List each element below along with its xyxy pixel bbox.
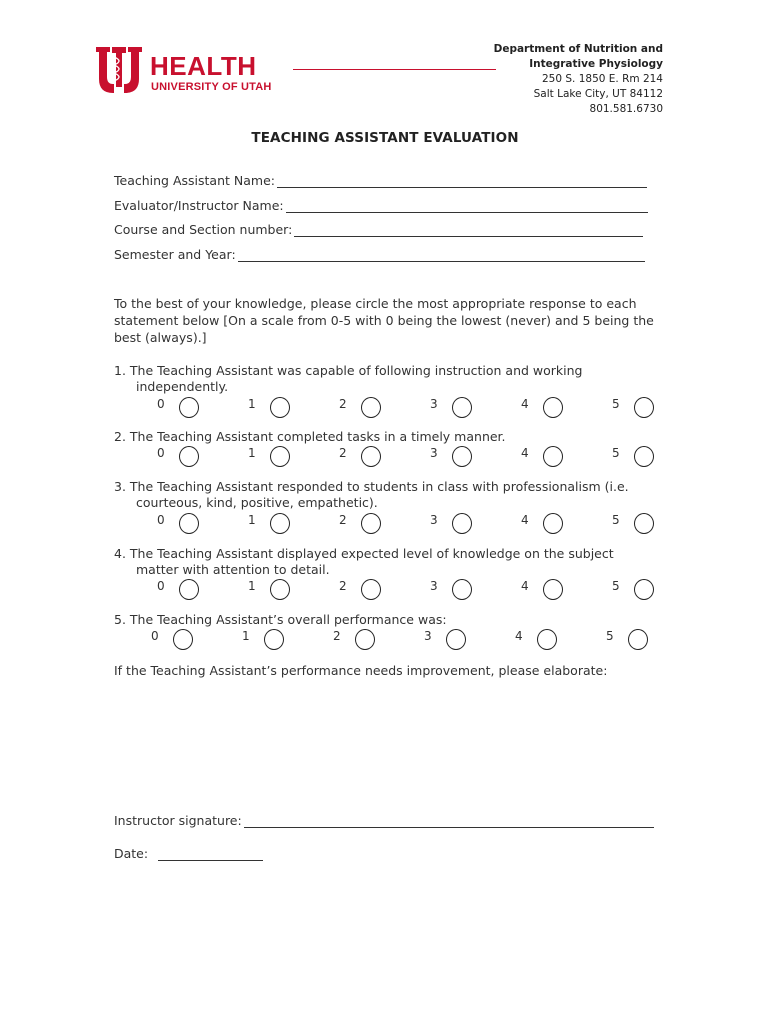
q4-rating-circle-1[interactable]: [270, 579, 290, 600]
ta-name-field[interactable]: [114, 173, 647, 188]
q3-scale-label-3: 3: [430, 513, 438, 527]
q3-scale-label-2: 2: [339, 513, 347, 527]
q2-scale-label-4: 4: [521, 446, 529, 460]
q3-rating-circle-5[interactable]: [634, 513, 654, 534]
logo-health-text: HEALTH: [150, 51, 257, 81]
date-field[interactable]: [114, 846, 263, 861]
semester-year-line[interactable]: [238, 249, 645, 262]
q4-scale-label-4: 4: [521, 579, 529, 593]
q3-scale-label-1: 1: [248, 513, 256, 527]
q1-rating-circle-1[interactable]: [270, 397, 290, 418]
q5-rating-circle-5[interactable]: [628, 629, 648, 650]
question-3-line2: courteous, kind, positive, empathetic).: [136, 495, 378, 510]
semester-year-field[interactable]: [114, 247, 645, 262]
q2-rating-circle-4[interactable]: [543, 446, 563, 467]
q5-rating-circle-2[interactable]: [355, 629, 375, 650]
block-u-icon: [96, 47, 142, 93]
evaluator-name-line[interactable]: [286, 200, 648, 213]
q5-scale-label-1: 1: [242, 629, 250, 643]
semester-year-label: Semester and Year:: [114, 247, 236, 262]
q5-rating-circle-0[interactable]: [173, 629, 193, 650]
q5-rating-circle-1[interactable]: [264, 629, 284, 650]
phone-number: 801.581.6730: [589, 103, 663, 115]
date-label: Date:: [114, 846, 149, 861]
question-1-line1: 1. The Teaching Assistant was capable of following instruction and working: [114, 363, 583, 378]
q4-rating-circle-3[interactable]: [452, 579, 472, 600]
course-section-line[interactable]: [294, 224, 643, 237]
q5-rating-circle-3[interactable]: [446, 629, 466, 650]
q5-rating-circle-4[interactable]: [537, 629, 557, 650]
question-4-line1: 4. The Teaching Assistant displayed expected level of knowledge on the subject: [114, 546, 614, 561]
q3-scale-label-0: 0: [157, 513, 165, 527]
q4-rating-circle-2[interactable]: [361, 579, 381, 600]
q4-scale-label-3: 3: [430, 579, 438, 593]
q4-rating-circle-4[interactable]: [543, 579, 563, 600]
q3-rating-circle-1[interactable]: [270, 513, 290, 534]
q4-scale-label-0: 0: [157, 579, 165, 593]
q3-rating-circle-4[interactable]: [543, 513, 563, 534]
q5-scale-label-3: 3: [424, 629, 432, 643]
question-4: [114, 546, 654, 578]
q3-rating-circle-0[interactable]: [179, 513, 199, 534]
evaluator-name-label: Evaluator/Instructor Name:: [114, 198, 284, 213]
department-address-block: [494, 42, 663, 117]
q1-scale-label-5: 5: [612, 397, 620, 411]
elaborate-prompt: If the Teaching Assistant’s performance needs improvement, please elaborate:: [114, 663, 608, 678]
q5-scale-label-4: 4: [515, 629, 523, 643]
q1-scale-label-3: 3: [430, 397, 438, 411]
q3-scale-label-4: 4: [521, 513, 529, 527]
q4-scale-label-1: 1: [248, 579, 256, 593]
q3-rating-circle-3[interactable]: [452, 513, 472, 534]
q5-scale-label-2: 2: [333, 629, 341, 643]
instructions-paragraph: To the best of your knowledge, please circle the most appropriate response to each statement below [On a scale from 0-5 with 0 being the lowest (never) and 5 being the best (always).]: [114, 296, 654, 345]
question-1: [114, 363, 654, 395]
q2-scale-label-2: 2: [339, 446, 347, 460]
instructor-signature-line[interactable]: [244, 815, 654, 828]
date-line[interactable]: [158, 848, 263, 861]
q4-rating-circle-5[interactable]: [634, 579, 654, 600]
page-title: TEACHING ASSISTANT EVALUATION: [251, 130, 519, 146]
q2-rating-circle-2[interactable]: [361, 446, 381, 467]
q1-rating-circle-4[interactable]: [543, 397, 563, 418]
header-divider: [293, 69, 496, 70]
question-2-line1: 2. The Teaching Assistant completed tasks in a timely manner.: [114, 429, 506, 444]
q4-scale-label-5: 5: [612, 579, 620, 593]
q5-scale-label-5: 5: [606, 629, 614, 643]
evaluator-name-field[interactable]: [114, 198, 648, 213]
q2-rating-circle-0[interactable]: [179, 446, 199, 467]
q1-scale-label-4: 4: [521, 397, 529, 411]
q1-rating-circle-3[interactable]: [452, 397, 472, 418]
ta-name-label: Teaching Assistant Name:: [114, 173, 275, 188]
q1-scale-label-1: 1: [248, 397, 256, 411]
instructor-signature-field[interactable]: [114, 813, 654, 828]
q1-rating-circle-5[interactable]: [634, 397, 654, 418]
question-4-line2: matter with attention to detail.: [136, 562, 330, 577]
logo-university-text: UNIVERSITY OF UTAH: [151, 81, 272, 93]
q1-scale-label-2: 2: [339, 397, 347, 411]
course-section-field[interactable]: [114, 222, 643, 237]
q4-scale-label-2: 2: [339, 579, 347, 593]
q3-rating-circle-2[interactable]: [361, 513, 381, 534]
question-3: [114, 479, 654, 511]
address-line2: Salt Lake City, UT 84112: [533, 88, 663, 100]
ta-name-line[interactable]: [277, 175, 647, 188]
address-line1: 250 S. 1850 E. Rm 214: [542, 73, 663, 85]
course-section-label: Course and Section number:: [114, 222, 293, 237]
q3-scale-label-5: 5: [612, 513, 620, 527]
q2-scale-label-0: 0: [157, 446, 165, 460]
dept-name-line2: Integrative Physiology: [529, 58, 663, 70]
q2-rating-circle-3[interactable]: [452, 446, 472, 467]
question-5-line1: 5. The Teaching Assistant’s overall performance was:: [114, 612, 447, 627]
question-3-line1: 3. The Teaching Assistant responded to students in class with professionalism (i.e.: [114, 479, 629, 494]
q1-rating-circle-2[interactable]: [361, 397, 381, 418]
q4-rating-circle-0[interactable]: [179, 579, 199, 600]
q2-scale-label-3: 3: [430, 446, 438, 460]
q2-scale-label-5: 5: [612, 446, 620, 460]
q1-rating-circle-0[interactable]: [179, 397, 199, 418]
q2-rating-circle-1[interactable]: [270, 446, 290, 467]
q2-scale-label-1: 1: [248, 446, 256, 460]
q2-rating-circle-5[interactable]: [634, 446, 654, 467]
dept-name-line1: Department of Nutrition and: [493, 43, 663, 55]
question-2: [114, 429, 654, 445]
instructor-signature-label: Instructor signature:: [114, 813, 242, 828]
q5-scale-label-0: 0: [151, 629, 159, 643]
q1-scale-label-0: 0: [157, 397, 165, 411]
question-5: [114, 612, 654, 628]
question-1-line2: independently.: [136, 379, 229, 394]
